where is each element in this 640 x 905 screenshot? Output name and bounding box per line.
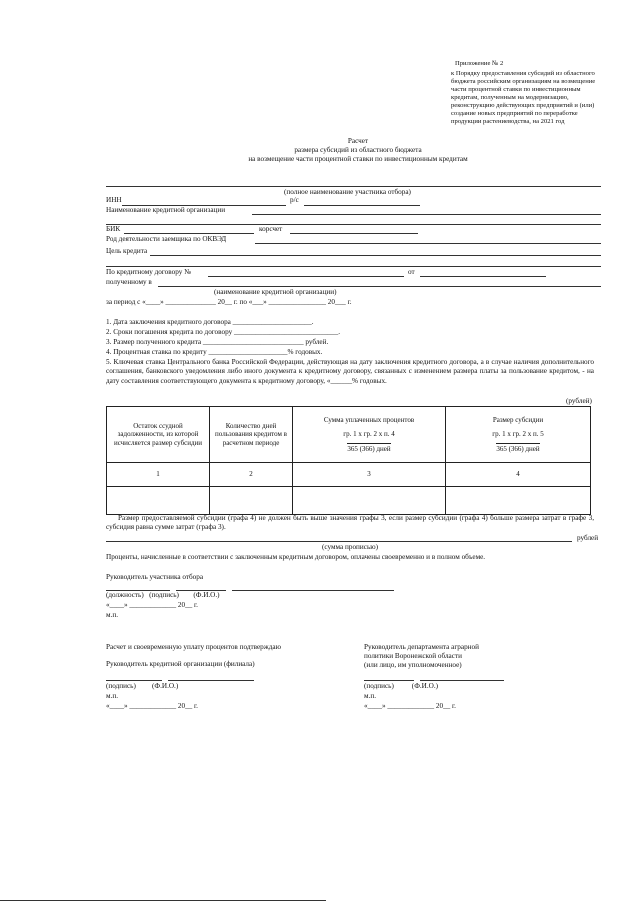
bank-mp: м.п. bbox=[106, 692, 118, 700]
goal-label: Цель кредита bbox=[106, 247, 148, 255]
table-header-row bbox=[107, 407, 591, 463]
bank-caption: (подпись) (Ф.И.О.) bbox=[106, 682, 179, 690]
interest-formula: гр. 1 х гр. 2 х п. 4 bbox=[343, 430, 395, 439]
column-number: 2 bbox=[210, 463, 293, 487]
credit-org-caption: (наименование кредитной организации) bbox=[214, 288, 337, 296]
amount-caption: (сумма прописью) bbox=[322, 543, 378, 551]
bank-signature-field[interactable] bbox=[106, 680, 162, 681]
credit-org-label: Наименование кредитной организации bbox=[106, 206, 226, 214]
okved-label: Род деятельности заемщика по ОКВЭД bbox=[106, 235, 227, 243]
dept-mp: м.п. bbox=[364, 692, 376, 700]
appendix-line: бюджета российским организациям на возмещение bbox=[451, 78, 596, 85]
bank-title: Руководитель кредитной организации (филиала) bbox=[106, 660, 255, 668]
item-2: 2. Сроки погашения кредита по договору _____________________________. bbox=[106, 328, 340, 336]
interest-denominator: 365 (366) дней bbox=[347, 444, 391, 453]
subsidy-table bbox=[106, 406, 591, 515]
header-interest-paid bbox=[293, 407, 446, 463]
bik-field[interactable] bbox=[124, 233, 254, 234]
bik-label: БИК bbox=[106, 225, 121, 233]
header-subsidy-size bbox=[446, 407, 591, 463]
head-name-field[interactable] bbox=[232, 590, 394, 591]
footnote-separator bbox=[0, 900, 326, 901]
appendix-line: создание новых предприятий по переработке bbox=[451, 110, 578, 117]
bank-name-field[interactable] bbox=[168, 680, 254, 681]
head-mp: м.п. bbox=[106, 611, 118, 619]
appendix-line: реконструкцию действующих предприятий и (или) bbox=[451, 102, 595, 109]
document-subtitle: размера субсидий из областного бюджета bbox=[294, 146, 422, 154]
head-caption: (должность) (подпись) (Ф.И.О.) bbox=[106, 591, 220, 599]
dept-signature-field[interactable] bbox=[364, 680, 414, 681]
amount-words-field[interactable] bbox=[106, 541, 572, 542]
received-label: полученному в bbox=[106, 278, 152, 286]
rs-field[interactable] bbox=[304, 205, 420, 206]
appendix-line: кредитам, полученным на модернизацию, bbox=[451, 94, 569, 101]
credit-org-field-2[interactable] bbox=[106, 224, 601, 225]
credit-org-field[interactable] bbox=[252, 214, 601, 215]
header-loan-balance: Остаток ссудной задолженности, из которой исчисляется размер субсидии bbox=[107, 407, 210, 463]
bank-date[interactable]: «____» _____________ 20__ г. bbox=[106, 702, 198, 710]
contract-from-label: от bbox=[408, 268, 415, 276]
cell-subsidy-size[interactable] bbox=[446, 487, 591, 515]
cell-interest-paid[interactable] bbox=[293, 487, 446, 515]
cell-days[interactable] bbox=[210, 487, 293, 515]
goal-field-2[interactable] bbox=[106, 266, 601, 267]
goal-field[interactable] bbox=[150, 255, 601, 256]
dept-name-field[interactable] bbox=[420, 680, 504, 681]
item-5: 5. Ключевая ставка Центрального банка Российской Федерации, действующая на дату заключения кредитного договора, а в случае наличия дополнительного соглашения, банковского уведомления либо иного документа к кредитному договору, связанных с изменением размера платы за пользование кредитом, - на дату составления соответствующего документа к кредитному договору, «______% годовых. bbox=[106, 358, 594, 385]
rub-label: рублей bbox=[577, 534, 599, 542]
korschet-label: корсчет bbox=[259, 225, 283, 233]
payment-statement: Проценты, начисленные в соответствии с заключенным кредитным договором, оплачены своевременно и в полном объеме. bbox=[106, 553, 486, 561]
item-4: 4. Процентная ставка по кредиту ______________________% годовых. bbox=[106, 348, 323, 356]
bank-confirm: Расчет и своевременную уплату процентов подтверждаю bbox=[106, 643, 281, 651]
cell-loan-balance[interactable] bbox=[107, 487, 210, 515]
interest-title: Сумма уплаченных процентов bbox=[323, 415, 415, 424]
contract-number-field[interactable] bbox=[208, 276, 404, 277]
participant-name-line[interactable] bbox=[106, 186, 601, 187]
participant-caption: (полное наименование участника отбора) bbox=[284, 188, 411, 196]
dept-date[interactable]: «____» _____________ 20__ г. bbox=[364, 702, 456, 710]
column-number: 1 bbox=[107, 463, 210, 487]
column-number: 3 bbox=[293, 463, 446, 487]
period-line[interactable]: за период с «____» ______________ 20__ г. по «___» ________________ 20___ г. bbox=[106, 298, 352, 306]
head-date[interactable]: «____» _____________ 20__ г. bbox=[106, 601, 198, 609]
appendix-line: Приложение № 2 bbox=[455, 60, 504, 67]
head-title: Руководитель участника отбора bbox=[106, 573, 204, 581]
dept-title-2: политики Воронежской области bbox=[364, 652, 462, 660]
inn-label: ИНН bbox=[106, 196, 122, 204]
received-field[interactable] bbox=[158, 286, 601, 287]
column-number: 4 bbox=[446, 463, 591, 487]
rs-label: р/с bbox=[290, 196, 299, 204]
dept-caption: (подпись) (Ф.И.О.) bbox=[364, 682, 439, 690]
contract-date-field[interactable] bbox=[420, 276, 546, 277]
contract-label: По кредитному договору № bbox=[106, 268, 191, 276]
item-1: 1. Дата заключения кредитного договора ______________________. bbox=[106, 318, 314, 326]
subsidy-title: Размер субсидии bbox=[492, 415, 544, 424]
header-days: Количество дней пользования кредитом в расчетном периоде bbox=[210, 407, 293, 463]
dept-title-1: Руководитель департамента аграрной bbox=[364, 643, 479, 651]
appendix-line: к Порядку предоставления субсидий из областного bbox=[451, 70, 595, 77]
korschet-field[interactable] bbox=[290, 233, 418, 234]
subsidy-denominator: 365 (366) дней bbox=[496, 444, 540, 453]
subsidy-formula: гр. 1 х гр. 2 х п. 5 bbox=[492, 430, 544, 439]
item-3: 3. Размер полученного кредита ____________________________ рублей. bbox=[106, 338, 329, 346]
okved-field[interactable] bbox=[255, 243, 601, 244]
table-unit-label: (рублей) bbox=[566, 397, 592, 405]
dept-title-3: (или лицо, им уполномоченное) bbox=[364, 661, 462, 669]
appendix-line: части процентной ставки по инвестиционным bbox=[451, 86, 581, 93]
table-number-row bbox=[107, 463, 591, 487]
table-data-row bbox=[107, 487, 591, 515]
appendix-line: продукции растениеводства, на 2021 год bbox=[451, 118, 565, 125]
subsidy-note: Размер предоставляемой субсидии (графа 4) не должен быть выше значения графы 3, если размер субсидии (графа 4) больше размера затрат в графе 3, субсидия равна сумме затрат (графа 3). bbox=[106, 514, 594, 532]
document-title: Расчет bbox=[347, 137, 369, 145]
document-subtitle-2: на возмещение части процентной ставки по инвестиционным кредитам bbox=[248, 155, 468, 163]
